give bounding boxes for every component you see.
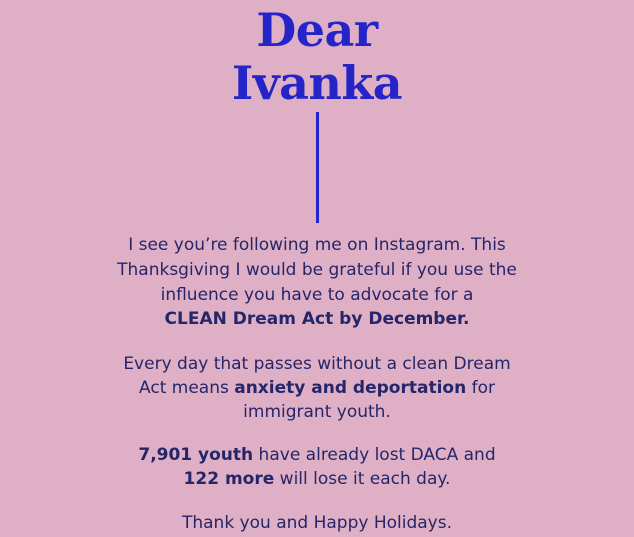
closing-line: Thank you and Happy Holidays.	[181, 513, 453, 533]
paragraph-2-line-1: Every day that passes without a clean Dream	[123, 354, 511, 374]
paragraph-3-line-1-rest: have already lost DACA and	[253, 445, 496, 465]
anxiety-deportation-emphasis: anxiety and deportation	[234, 378, 467, 398]
youth-count-emphasis: 7,901 youth	[138, 445, 254, 465]
vertical-divider	[316, 112, 319, 223]
paragraph-3-line-2-rest: will lose it each day.	[274, 469, 451, 489]
paragraph-1-line-1: I see you’re following me on Instagram. This	[128, 235, 506, 255]
paragraph-3-line-1	[0, 443, 634, 467]
paragraph-2-line-2-start: Act means	[139, 378, 235, 398]
paragraph-3-line-2	[0, 467, 634, 491]
daily-loss-emphasis: 122 more	[183, 469, 275, 489]
paragraph-2-line-2	[0, 376, 634, 400]
title-line-1: Dear	[256, 3, 378, 57]
paragraph-2-line-3: immigrant youth.	[243, 402, 391, 422]
paragraph-1-line-2: Thanksgiving I would be grateful if you use the	[117, 260, 517, 280]
paragraph-1-line-4	[0, 307, 634, 331]
clean-dream-act-emphasis: CLEAN Dream Act by December.	[164, 309, 470, 329]
paragraph-1-line-3: influence you have to advocate for a	[160, 285, 474, 305]
title-line-2: Ivanka	[231, 56, 403, 110]
paragraph-2-line-2-end: for	[466, 378, 495, 398]
